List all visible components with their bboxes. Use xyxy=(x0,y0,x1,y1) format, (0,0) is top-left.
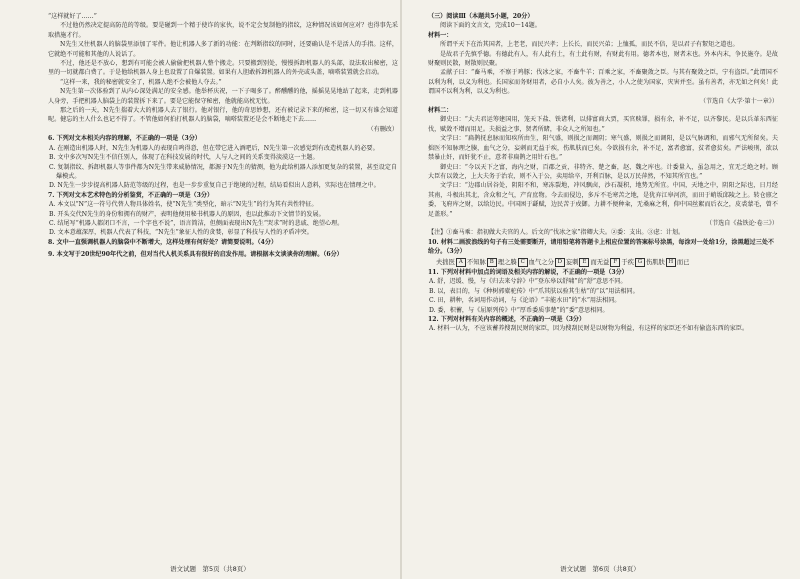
material-1-source: （节选自《大学·第十一章》） xyxy=(699,97,778,105)
question-7-option-a[interactable]: A. 本文以“N”这一符号代替人物具体姓名，使“N先生”类型化，暗示“N先生”的行为其有共性特征。 xyxy=(49,201,318,209)
sentence-fragment: 而已 xyxy=(676,258,690,266)
question-7-option-c[interactable]: C. 结尾写“机器人都闭口不言，一个字也不说”，语言简洁，但侧面表现出N先生“哭求”时的悲戚、绝望心理。 xyxy=(49,219,344,227)
material-2-source: （节选自《盐铁论·卷三》） xyxy=(705,219,778,227)
story-paragraph: 不过他仍然决定提高防范的等级。要是碰到一个精于使诈的家伙，说不定会复制他的指纹，这种情况该如何应对？也得事先采取措施才行。 xyxy=(48,22,398,39)
breakpoint-box-f[interactable]: F xyxy=(610,258,620,267)
question-11-option-a[interactable]: A. 舒，迟缓、慢，与《归去来兮辞》中“登东皋以舒啸”的“舒”意思不同。 xyxy=(429,278,627,286)
question-7-option-d[interactable]: D. 文本意蕴深厚，机器人代表了科技，“N先生”象征人性的贪婪，彰显了科技与人性的矛盾冲突。 xyxy=(49,229,313,237)
reading-instruction: 阅读下面的文言文，完成10～14题。 xyxy=(440,22,541,30)
sentence-fragment: 夫拙医 xyxy=(436,258,455,266)
question-10-stem: 10. 材料二画波浪线的句子有三处需要断开，请用铅笔将答题卡上相应位置的答案标号涂黑，每涂对一处给1分，涂黑超过三处不给分。（3分） xyxy=(428,238,775,256)
question-6-option-c[interactable]: C. 复制指纹、拆卸机器人等事件都为N先生带来威胁情况，都源于N先生的猜测，他为此给机器人添加更复杂的装置，甚至设定自爆模式。 xyxy=(49,163,398,180)
material-2-paragraph: 文学曰：“扁鹊抚息脉而知疾所由生，阳气盛，则损之而调阴；寒气盛，则损之而调阳，是以气脉调和，而邪气无所留矣。夫拙医不知脉理之腠，血气之分，妄刺而无益于疾，伤肌肤而已矣。今欲损有余，补不足，富者愈富，贫者愈贫矣。严法峻刑，欲以禁暴止奸，而奸犹不止，意者非扁鹊之用针石也。” xyxy=(428,135,778,162)
question-11-stem: 11. 下列对材料中加点的词语及相关内容的解说，不正确的一项是（3分） xyxy=(428,268,628,276)
sentence-fragment: 妄刺 xyxy=(565,258,579,266)
material-1-paragraph: 是故君子先慎乎德。有德此有人，有人此有土，有土此有财，有财此有用。德者本也，财者末也。外本内末，争民施夺。是故财聚则民散，财散则民聚。 xyxy=(428,50,778,68)
sentence-fragment: 不知脉 xyxy=(466,258,486,266)
sentence-fragment: 血气之分 xyxy=(528,258,554,266)
material-2-paragraph: 御史曰：“大夫君运筹建国用，笼天下盐、铁诸利，以排富商大贾，买官赎罪，损有余，补不足，以齐黎民。是以兵革东西征伐，赋敛不增而用足。夫损益之事，贤者所睹，非众人之所知也。” xyxy=(428,116,778,133)
page-fold xyxy=(400,0,402,579)
section-title: （三）阅读Ⅲ（本题共5小题，20分） xyxy=(428,13,534,20)
question-11-option-c[interactable]: C. 田，耕种，名词用作动词，与《论语》“丰能水田”的“水”用法相同。 xyxy=(429,297,621,305)
story-paragraph: “这样一来，我的秘密就安全了，机器人绝不会被他人夺去。” xyxy=(60,78,222,86)
material-2-paragraph: 文学曰：“边郡山居谷处，阴阳不和，寒冻裂地，冲风飘卤，沙石凝积，地势无所宜。中国，天地之中，阴阳之际也，日月经其南，斗极出其北，含众和之气，产育庶物。今去而侵边，多斥不毛寒苦之地，是犹弃江皋河滨，而田于峭坂邱陵之上。转仓廪之委，飞府库之财，以给边民。中国困于繇赋，边民苦于戍御。力耕不便种籴，无桑麻之利，仰中国丝絮而后衣之，皮裘蒙毛，曾不足盖形。” xyxy=(428,182,778,218)
question-9-stem: 9. 本文写于20世纪90年代之前，但对当代人机关系具有很好的启发作用。请根据本文谈谈你的理解。（6分） xyxy=(48,251,343,259)
breakpoint-box-g[interactable]: G xyxy=(635,258,645,267)
story-paragraph: 不过，他还是不放心，想到有可能会被人偷偷把机器人整个搬走。只要搬到别处，慢慢拆卸机器人的头部，设法取出秘密，这里的一切就都白费了。于是他给机器人身上也设置了自爆装置。如果有人胆敢拆卸机器人的外壳或头盖，嘀嗒装置就会启动。 xyxy=(48,60,398,77)
story-paragraph: 那之后的一天，N先生揣着大大的机器人去了银行。他对银行，他的奇思妙想，还有被记录下来的秘密，这一切又有谁会知道呢。健忘的主人什么也记不得了。不管他如何拍打机器人的脑袋，嘀嗒装置还是会不断地走下去…… xyxy=(48,107,398,124)
sentence-fragment: 理之腠 xyxy=(497,258,517,266)
question-10-breakpoints xyxy=(428,258,778,267)
sentence-fragment: 伤肌肤 xyxy=(645,258,665,266)
material-1-label: 材料一： xyxy=(428,31,453,39)
breakpoint-box-d[interactable]: D xyxy=(555,258,565,267)
question-8-stem: 8. 文中一直强调机器人的脑袋中不断增大，这样处理有何好处？请简要说明。（4分） xyxy=(48,238,278,246)
story-paragraph: N先生又往机器人的脑袋里添加了零件。他让机器人多了新的功能：在判断指纹的同时，还要确认是不是活人的手指。这样，它就绝不可能和其他的人说话了。 xyxy=(48,41,398,58)
question-12-stem: 12. 下列对材料有关内容的概述，不正确的一项是（3分） xyxy=(428,316,586,323)
page-footer-left: 语文试题 第5页（共8页） xyxy=(170,565,250,573)
question-7-option-b[interactable]: B. 开头交代N先生的身份和拥有的财产，表明他便用秘书机器人的原因，也以此推动下文情节的发展。 xyxy=(49,210,325,218)
source-note: （有删改） xyxy=(367,125,398,133)
material-1-paragraph: 所谓平天下在治其国者，上老老，而民兴孝；上长长，而民兴弟；上恤孤，而民不倍，是以君子有絜矩之道也。 xyxy=(440,41,739,49)
annotation-note: 【注】①畜马乘：指初做大夫官的人。后文的“伐冰之家”指卿大夫。②委：支出。③虑：计划。 xyxy=(428,229,685,237)
right-column xyxy=(428,12,778,560)
sentence-fragment: 而无益 xyxy=(590,258,610,266)
breakpoint-box-a[interactable]: A xyxy=(456,258,466,267)
breakpoint-box-h[interactable]: H xyxy=(666,258,676,267)
material-1-paragraph: 孟献子曰：“畜马乘，不察于鸡豚；伐冰之家，不畜牛羊；百乘之家，不畜聚敛之臣。与其有聚敛之臣，宁有盗臣。”此谓国不以利为利，以义为利也。长国家而务财用者，必自小人矣。彼为善之，小人之使为国家，灾害并至。虽有善者，亦无如之何矣！此谓国不以利为利，以义为利也。 xyxy=(428,69,778,96)
question-6-option-b[interactable]: B. 文中多次写N先生不信任别人，体现了在科技发展的时代，人与人之间的关系变得淡漠这一主题。 xyxy=(49,154,319,162)
sentence-fragment: 于疾 xyxy=(621,258,634,266)
material-2-label: 材料二： xyxy=(428,107,453,115)
breakpoint-box-b[interactable]: B xyxy=(487,258,497,267)
left-column xyxy=(48,12,398,560)
question-11-option-d[interactable]: D. 委，积蓄，与《屈原列传》中“厚币委质事楚”的“委”意思相同。 xyxy=(429,306,609,314)
question-11-option-b[interactable]: B. 以，表目的，与《种树郭橐驼传》中“爪其肤以验其生枯”的“以”用法相同。 xyxy=(429,287,639,295)
material-2-paragraph: 御史曰：“今以天下之富，海内之财，百郡之贡，非特齐、楚之畜，赵、魏之库也。计委量入，虽急用之，宜无乏绝之时。顾大臣有以敛之，上大夫务于治农，则不入于公，卖用给卒，开利百脉，是以万民萍然，不知其所宜也。” xyxy=(428,163,778,180)
page-footer-right: 语文试题 第6页（共8页） xyxy=(560,565,640,573)
breakpoint-box-e[interactable]: E xyxy=(579,258,589,267)
story-paragraph: “这样就好了……” xyxy=(48,13,97,20)
story-paragraph: N先生第一次体验到了从内心深处满足的安全感。他举杯庆祝，一下子喝多了。醉醺醺的他，摇摇晃晃地站了起来，走到机器人身旁，手把机器人脑袋上的装置拆下来了。要是它能保守秘密，他就能高枕无忧。 xyxy=(48,88,398,105)
question-6-stem: 6. 下列对文本相关内容的理解，不正确的一项是（3分） xyxy=(48,135,201,143)
breakpoint-box-c[interactable]: C xyxy=(518,258,528,267)
question-6-option-d[interactable]: D. N先生一步步提高机器人防范等级的过程，也是一步步重复自己于绝境的过程，结局看似出人意料，实际也在情理之中。 xyxy=(49,182,380,190)
question-6-option-a[interactable]: A. 在刚造出机器人时，N先生为机器人的表现自鸣得意，但在带它进入酒吧后，N先生第一次感觉到有改造机器人的必要。 xyxy=(49,144,379,152)
question-7-stem: 7. 下列对文本艺术特色的分析鉴赏，不正确的一项是（3分） xyxy=(48,191,214,199)
question-12-option-a[interactable]: A. 材料一认为，不应该蓄养搜刮民财的家臣，因为搜刮民财是以财物为利益，有这样的家臣还不如有偷盗东西的家臣。 xyxy=(429,325,749,333)
